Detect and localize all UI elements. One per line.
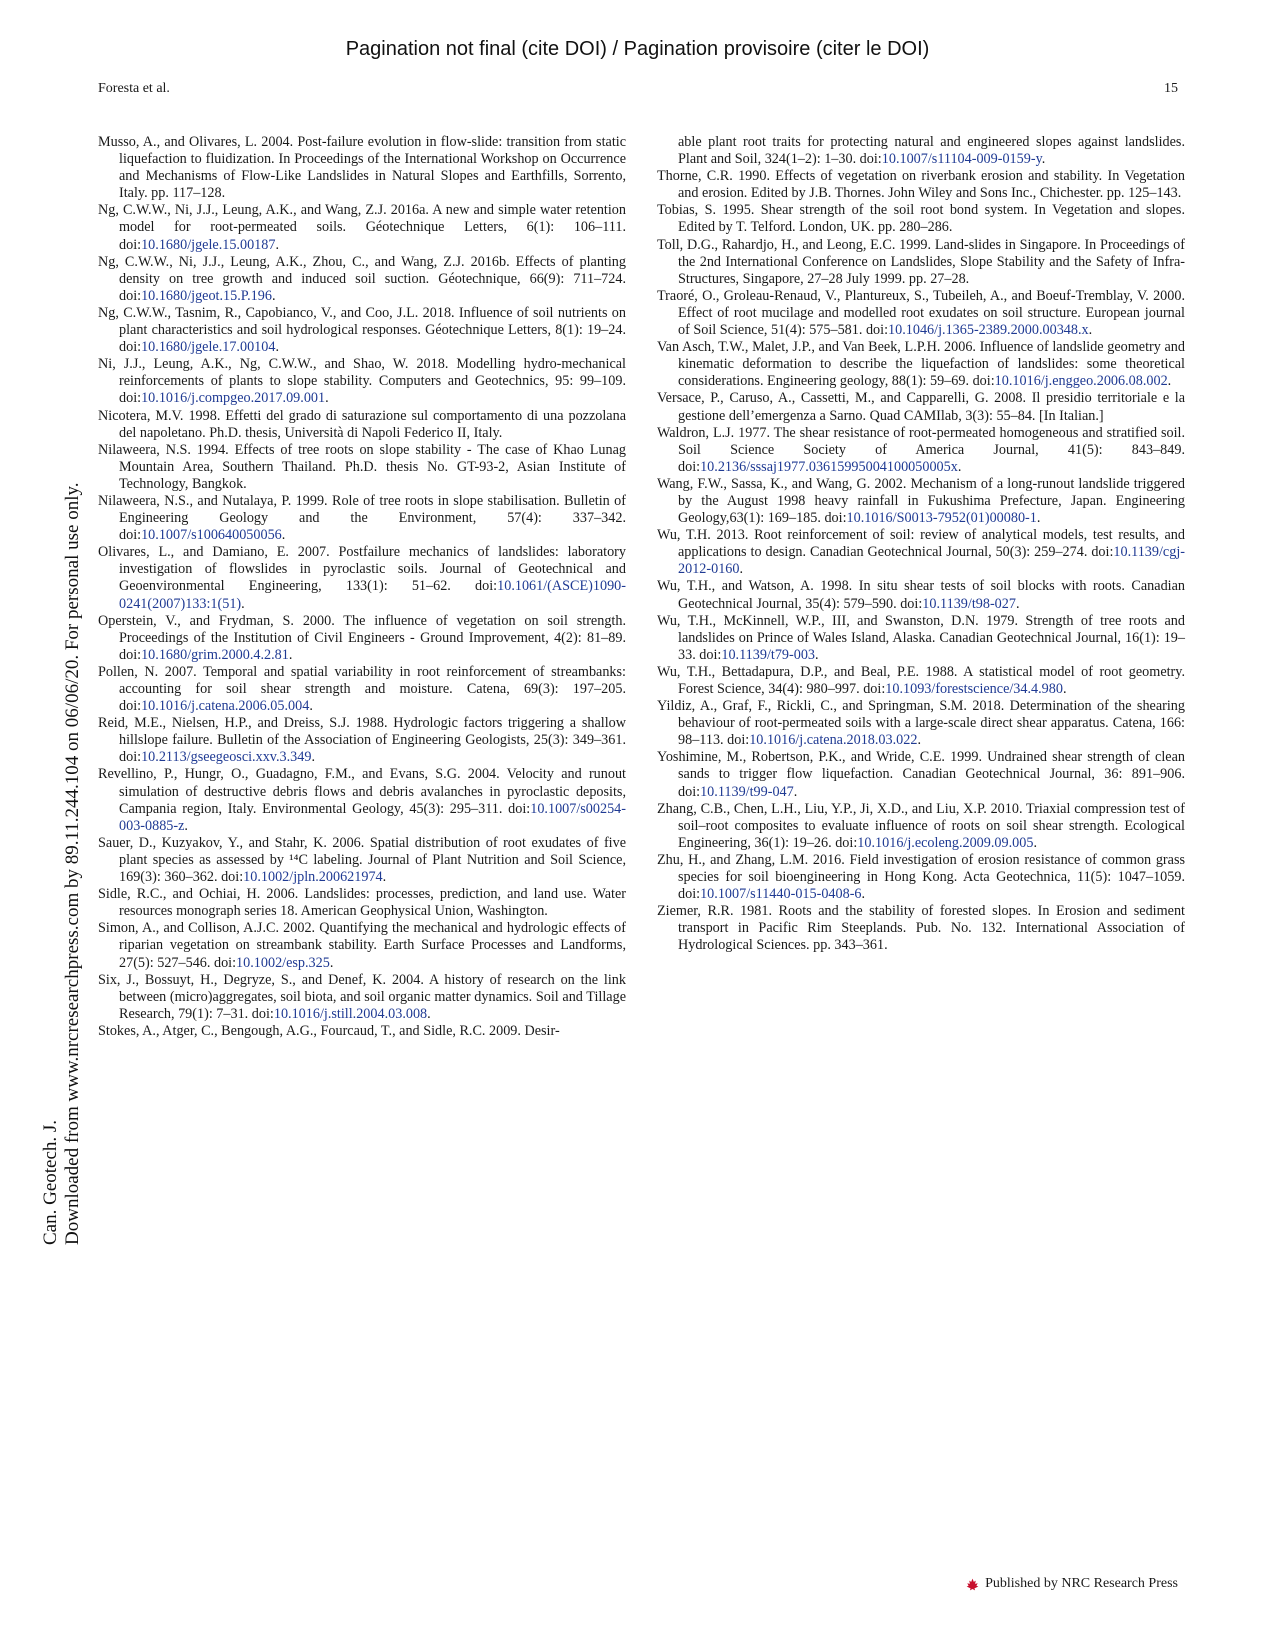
doi-link[interactable]: 10.1680/grim.2000.4.2.81 bbox=[141, 646, 289, 663]
reference-entry: Zhu, H., and Zhang, L.M. 2016. Field investigation of erosion resistance of common grass species for soil bioengineering in Hong Kong. Acta Geotechnica, 11(5): 1047–1059. doi:10.1007/s11440-015-0408-6. bbox=[657, 851, 1185, 903]
doi-link[interactable]: 10.1002/jpln.200621974 bbox=[243, 869, 383, 886]
reference-text: Traoré, O., Groleau-Renaud, V., Plantureux, S., Tubeileh, A., and Boeuf-Tremblay, V. 2000. Effect of root mucilage and modelled root exudates on soil structure. European journal of Soil Science, 51(4): 575–581. doi: bbox=[657, 287, 1185, 339]
reference-text: Nilaweera, N.S. 1994. Effects of tree roots on slope stability - The case of Khao Lunag Mountain Area, Southern Thailand. Ph.D. thesis No. GT-93-2, Asian Institute of Technology, Bangkok. bbox=[98, 441, 626, 492]
reference-entry bbox=[98, 1023, 626, 1040]
reference-entry bbox=[98, 442, 626, 493]
reference-entry bbox=[657, 237, 1185, 288]
reference-entry: Operstein, V., and Frydman, S. 2000. The influence of vegetation on soil strength. Proceedings of the Institution of Civil Engineers - Ground Improvement, 4(2): 81–89. doi:10.1680/grim.2000.4.2.81. bbox=[98, 612, 626, 663]
reference-entry: Olivares, L., and Damiano, E. 2007. Postfailure mechanics of landslides: laboratory investigation of flowslides in pyroclastic soils. Journal of Geotechnical and Geoenvironmental Engineering, 133(1): 51–62. doi:10.1061/(ASCE)1090-0241(2007)133:1(51). bbox=[98, 544, 626, 612]
reference-entry: Van Asch, T.W., Malet, J.P., and Van Beek, L.P.H. 2006. Influence of landslide geometry and kinematic deformation to describe the liquefaction of landslides: some theoretical considerations. Engineering geology, 88(1): 59–69. doi:10.1016/j.enggeo.2006.08.002. bbox=[657, 339, 1185, 390]
doi-link[interactable]: 10.1139/t98-027 bbox=[922, 595, 1016, 612]
reference-text: Wu, T.H., and Watson, A. 1998. In situ shear tests of soil blocks with roots. Canadian Geotechnical Journal, 35(4): 579–590. doi: bbox=[657, 578, 1185, 612]
reference-entry: Pollen, N. 2007. Temporal and spatial variability in root reinforcement of streambanks: accounting for soil shear strength and moisture. Catena, 69(3): 197–205. doi:10.1016/j.catena.2006.05.004. bbox=[98, 663, 626, 715]
doi-link[interactable]: 10.1093/forestscience/34.4.980 bbox=[885, 681, 1063, 697]
reference-text: Wu, T.H., Bettadapura, D.P., and Beal, P.E. 1988. A statistical model of root geometry. Forest Science, 34(4): 980–997. doi: bbox=[657, 663, 1185, 697]
reference-text: Zhu, H., and Zhang, L.M. 2016. Field investigation of erosion resistance of common grass species for soil bioengineering in Hong Kong. Acta Geotechnica, 11(5): 1047–1059. doi: bbox=[657, 851, 1185, 903]
reference-entry bbox=[98, 408, 626, 442]
doi-link[interactable]: 10.1061/(ASCE)1090-0241(2007)133:1(51) bbox=[119, 578, 626, 612]
reference-text: Ng, C.W.W., Ni, J.J., Leung, A.K., and Wang, Z.J. 2016a. A new and simple water retention model for root-permeated soils. Géotechnique Letters, 6(1): 106–111. doi: bbox=[98, 202, 626, 253]
reference-text: Thorne, C.R. 1990. Effects of vegetation on riverbank erosion and stability. In Vegetation and erosion. Edited by J.B. Thornes. John Wiley and Sons Inc., Chichester. pp. 125–143. bbox=[657, 168, 1185, 202]
reference-entry: Wang, F.W., Sassa, K., and Wang, G. 2002. Mechanism of a long-runout landslide triggered by the August 1998 heavy rainfall in Fukushima Prefecture, Japan. Engineering Geology,63(1): 169–185. doi:10.1016/S0013-7952(01)00080-1. bbox=[657, 475, 1185, 527]
reference-entry: Six, J., Bossuyt, H., Degryze, S., and Denef, K. 2004. A history of research on the link between (micro)aggregates, soil biota, and soil organic matter dynamics. Soil and Tillage Research, 79(1): 7–31. doi:10.1016/j.still.2004.03.008. bbox=[98, 971, 626, 1022]
publisher-footer bbox=[966, 1576, 1178, 1592]
reference-text: Toll, D.G., Rahardjo, H., and Leong, E.C. 1999. Land-slides in Singapore. In Proceedings of the 2nd International Conference on Landslides, Slope Stability and the Safety of Infra-Structures, Singapore, 27–28 July 1999. pp. 27–28. bbox=[657, 236, 1185, 287]
reference-entry: Traoré, O., Groleau-Renaud, V., Plantureux, S., Tubeileh, A., and Boeuf-Tremblay, V. 2000. Effect of root mucilage and modelled root exudates on soil structure. European journal of Soil Science, 51(4): 575–581. doi:10.1046/j.1365-2389.2000.00348.x. bbox=[657, 287, 1185, 339]
doi-link[interactable]: 10.1002/esp.325 bbox=[236, 954, 330, 971]
side-journal: Can. Geotech. J. bbox=[40, 1119, 61, 1245]
side-download-notice: Downloaded from www.nrcresearchpress.com by 89.11.244.104 on 06/06/20. For personal use only. bbox=[62, 482, 83, 1245]
reference-text: Ziemer, R.R. 1981. Roots and the stability of forested slopes. In Erosion and sediment transport in Pacific Rim Steeplands. Pub. No. 132. International Association of Hydrological Sciences. pp. 343–361. bbox=[657, 903, 1185, 954]
reference-entry: Sauer, D., Kuzyakov, Y., and Stahr, K. 2006. Spatial distribution of root exudates of five plant species as assessed by ¹⁴C labeling. Journal of Plant Nutrition and Soil Science, 169(3): 360–362. doi:10.1002/jpln.200621974. bbox=[98, 834, 626, 886]
page-number: 15 bbox=[1164, 81, 1178, 96]
reference-text: Revellino, P., Hungr, O., Guadagno, F.M., and Evans, S.G. 2004. Velocity and runout simulation of destructive debris flows and debris avalanches in pyroclastic deposits, Campania region, Italy. Environmental Geology, 45(3): 295–311. doi: bbox=[98, 766, 626, 817]
reference-entry bbox=[98, 134, 626, 202]
doi-link[interactable]: 10.1007/s00254-003-0885-z bbox=[119, 800, 626, 834]
doi-link[interactable]: 10.2136/sssaj1977.03615995004100050005x bbox=[700, 458, 958, 475]
reference-entry: Wu, T.H. 2013. Root reinforcement of soil: review of analytical models, test results, and applications to design. Canadian Geotechnical Journal, 50(3): 259–274. doi:10.1139/cgj-2012-0160. bbox=[657, 527, 1185, 578]
reference-text: Ng, C.W.W., Ni, J.J., Leung, A.K., Zhou, C., and Wang, Z.J. 2016b. Effects of planting density on tree growth and induced soil suction. Géotechnique, 66(9): 711–724. doi: bbox=[98, 253, 626, 304]
reference-entry bbox=[657, 168, 1185, 202]
doi-link[interactable]: 10.1680/jgele.15.00187 bbox=[141, 236, 276, 253]
reference-text: Stokes, A., Atger, C., Bengough, A.G., Fourcaud, T., and Sidle, R.C. 2009. Desir- bbox=[98, 1022, 560, 1039]
doi-link[interactable]: 10.1016/j.ecoleng.2009.09.005 bbox=[857, 834, 1034, 851]
doi-link[interactable]: 10.1016/j.catena.2018.03.022 bbox=[749, 732, 918, 749]
reference-entry: Ng, C.W.W., Ni, J.J., Leung, A.K., Zhou, C., and Wang, Z.J. 2016b. Effects of planting density on tree growth and induced soil suction. Géotechnique, 66(9): 711–724. doi:10.1680/jgeot.15.P.196. bbox=[98, 253, 626, 304]
doi-link[interactable]: 10.1007/s100640050056 bbox=[141, 527, 282, 544]
reference-entry: Ng, C.W.W., Ni, J.J., Leung, A.K., and Wang, Z.J. 2016a. A new and simple water retention model for root-permeated soils. Géotechnique Letters, 6(1): 106–111. doi:10.1680/jgele.15.00187. bbox=[98, 202, 626, 253]
reference-text: Yildiz, A., Graf, F., Rickli, C., and Springman, S.M. 2018. Determination of the shearing behaviour of root-permeated soils with a large-scale direct shear apparatus. Catena, 166: 98–113. doi: bbox=[657, 698, 1185, 749]
side-watermark bbox=[40, 345, 84, 1245]
reference-entry: Zhang, C.B., Chen, L.H., Liu, Y.P., Ji, X.D., and Liu, X.P. 2010. Triaxial compression test of soil–root composites to evaluate influence of roots on soil shear strength. Ecological Engineering, 36(1): 19–26. doi:10.1016/j.ecoleng.2009.09.005. bbox=[657, 800, 1185, 851]
running-head-authors: Foresta et al. bbox=[98, 81, 170, 96]
doi-link[interactable]: 10.1016/j.compgeo.2017.09.001 bbox=[141, 390, 326, 407]
reference-entry: Yildiz, A., Graf, F., Rickli, C., and Springman, S.M. 2018. Determination of the shearing behaviour of root-permeated soils with a large-scale direct shear apparatus. Catena, 166: 98–113. doi:10.1016/j.catena.2018.03.022. bbox=[657, 698, 1185, 749]
reference-text: Tobias, S. 1995. Shear strength of the soil root bond system. In Vegetation and slopes. Edited by T. Telford. London, UK. pp. 280–286. bbox=[657, 202, 1185, 236]
reference-entry: Revellino, P., Hungr, O., Guadagno, F.M., and Evans, S.G. 2004. Velocity and runout simulation of destructive debris flows and debris avalanches in pyroclastic deposits, Campania region, Italy. Environmental Geology, 45(3): 295–311. doi:10.1007/s00254-003-0885-z. bbox=[98, 766, 626, 834]
doi-link[interactable]: 10.1007/s11440-015-0408-6 bbox=[700, 886, 862, 903]
references-left-column bbox=[98, 134, 626, 1040]
reference-text: Pollen, N. 2007. Temporal and spatial variability in root reinforcement of streambanks: accounting for soil shear strength and moisture. Catena, 69(3): 197–205. doi: bbox=[98, 663, 626, 715]
reference-text: Simon, A., and Collison, A.J.C. 2002. Quantifying the mechanical and hydrologic effects of riparian vegetation on streambank stability. Earth Surface Processes and Landforms, 27(5): 527–546. doi: bbox=[98, 920, 626, 971]
reference-text: Olivares, L., and Damiano, E. 2007. Postfailure mechanics of landslides: laboratory investigation of flowslides in pyroclastic soils. Journal of Geotechnical and Geoenvironmental Engineering, 133(1): 51–62. doi: bbox=[98, 544, 626, 595]
doi-link[interactable]: 10.1139/t79-003 bbox=[721, 646, 816, 663]
reference-entry: able plant root traits for protecting natural and engineered slopes against landslides. Plant and Soil, 324(1–2): 1–30. doi:10.1007/s11104-009-0159-y. bbox=[678, 134, 1185, 168]
reference-text: Operstein, V., and Frydman, S. 2000. The influence of vegetation on soil strength. Proceedings of the Institution of Civil Engineers - Ground Improvement, 4(2): 81–89. doi: bbox=[98, 612, 626, 663]
reference-text: Sidle, R.C., and Ochiai, H. 2006. Landslides: processes, prediction, and land use. Water resources monograph series 18. American Geophysical Union, Washington. bbox=[98, 886, 626, 920]
reference-text: Sauer, D., Kuzyakov, Y., and Stahr, K. 2006. Spatial distribution of root exudates of five plant species as assessed by ¹⁴C labeling. Journal of Plant Nutrition and Soil Science, 169(3): 360–362. doi: bbox=[98, 834, 626, 886]
doi-link[interactable]: 10.1016/j.catena.2006.05.004 bbox=[141, 698, 310, 715]
pagination-notice: Pagination not final (cite DOI) / Pagination provisoire (citer le DOI) bbox=[345, 38, 930, 60]
doi-link[interactable]: 10.1046/j.1365-2389.2000.00348.x bbox=[888, 322, 1089, 339]
reference-entry bbox=[657, 390, 1185, 424]
doi-link[interactable]: 10.1016/S0013-7952(01)00080-1 bbox=[846, 510, 1037, 527]
reference-text: Nilaweera, N.S., and Nutalaya, P. 1999. Role of tree roots in slope stabilisation. Bulletin of Engineering Geology and the Environment, 57(4): 337–342. doi: bbox=[98, 492, 626, 544]
reference-entry: Simon, A., and Collison, A.J.C. 2002. Quantifying the mechanical and hydrologic effects of riparian vegetation on streambank stability. Earth Surface Processes and Landforms, 27(5): 527–546. doi:10.1002/esp.325. bbox=[98, 920, 626, 971]
reference-text: Reid, M.E., Nielsen, H.P., and Dreiss, S.J. 1988. Hydrologic factors triggering a shallow hillslope failure. Bulletin of the Association of Engineering Geologists, 25(3): 349–361. doi: bbox=[98, 715, 626, 766]
reference-entry: Ng, C.W.W., Tasnim, R., Capobianco, V., and Coo, J.L. 2018. Influence of soil nutrients on plant characteristics and soil hydrological responses. Géotechnique Letters, 8(1): 19–24. doi:10.1680/jgele.17.00104. bbox=[98, 304, 626, 356]
doi-link[interactable]: 10.1007/s11104-009-0159-y bbox=[881, 151, 1042, 168]
reference-text: Versace, P., Caruso, A., Cassetti, M., and Capparelli, G. 2008. Il presidio territoriale e la gestione dell’emergenza a Sarno. Quad CAMIlab, 3(3): 55–84. [In Italian.] bbox=[657, 390, 1185, 424]
reference-text: Van Asch, T.W., Malet, J.P., and Van Beek, L.P.H. 2006. Influence of landslide geometry and kinematic deformation to describe the liquefaction of landslides: some theoretical considerations. Engineering geology, 88(1): 59–69. doi: bbox=[657, 339, 1185, 390]
reference-entry: Yoshimine, M., Robertson, P.K., and Wride, C.E. 1999. Undrained shear strength of clean sands to trigger flow liquefaction. Canadian Geotechnical Journal, 36: 891–906. doi:10.1139/t99-047. bbox=[657, 749, 1185, 800]
reference-entry: Wu, T.H., and Watson, A. 1998. In situ shear tests of soil blocks with roots. Canadian Geotechnical Journal, 35(4): 579–590. doi:10.1139/t98-027. bbox=[657, 578, 1185, 612]
reference-text: Waldron, L.J. 1977. The shear resistance of root-permeated homogeneous and stratified soil. Soil Science Society of America Journal, 41(5): 843–849. doi: bbox=[657, 424, 1185, 475]
reference-text: Wu, T.H. 2013. Root reinforcement of soil: review of analytical models, test results, and applications to design. Canadian Geotechnical Journal, 50(3): 259–274. doi: bbox=[657, 527, 1185, 561]
reference-entry: Reid, M.E., Nielsen, H.P., and Dreiss, S.J. 1988. Hydrologic factors triggering a shallow hillslope failure. Bulletin of the Association of Engineering Geologists, 25(3): 349–361. doi:10.2113/gseegeosci.xxv.3.349. bbox=[98, 715, 626, 766]
reference-text: Nicotera, M.V. 1998. Effetti del grado di saturazione sul comportamento di una pozzolana del napoletano. Ph.D. thesis, Università di Napoli Federico II, Italy. bbox=[98, 407, 626, 441]
reference-entry: Nilaweera, N.S., and Nutalaya, P. 1999. Role of tree roots in slope stabilisation. Bulletin of Engineering Geology and the Environment, 57(4): 337–342. doi:10.1007/s100640050056. bbox=[98, 492, 626, 544]
doi-link[interactable]: 10.1680/jgeot.15.P.196 bbox=[141, 287, 272, 304]
doi-link[interactable]: 10.2113/gseegeosci.xxv.3.349 bbox=[141, 749, 312, 766]
doi-link[interactable]: 10.1016/j.still.2004.03.008 bbox=[273, 1005, 428, 1022]
reference-entry: Wu, T.H., McKinnell, W.P., III, and Swanston, D.N. 1979. Strength of tree roots and landslides on Prince of Wales Island, Alaska. Canadian Geotechnical Journal, 16(1): 19–33. doi:10.1139/t79-003. bbox=[657, 612, 1185, 663]
reference-text: Musso, A., and Olivares, L. 2004. Post-failure evolution in flow-slide: transition from static liquefaction to fluidization. In Proceedings of the International Workshop on Occurrence and Mechanisms of Flow-Like Landslides in Natural Slopes and Earthfills, Sorrento, Italy. pp. 117–128. bbox=[98, 134, 626, 202]
publisher-label: Published by NRC Research Press bbox=[985, 1576, 1178, 1591]
doi-link[interactable]: 10.1016/j.enggeo.2006.08.002 bbox=[994, 373, 1168, 390]
doi-link[interactable]: 10.1680/jgele.17.00104 bbox=[141, 339, 276, 356]
doi-link[interactable]: 10.1139/cgj-2012-0160 bbox=[678, 544, 1185, 578]
reference-text: Wu, T.H., McKinnell, W.P., III, and Swanston, D.N. 1979. Strength of tree roots and landslides on Prince of Wales Island, Alaska. Canadian Geotechnical Journal, 16(1): 19–33. doi: bbox=[657, 612, 1185, 663]
maple-leaf-icon bbox=[966, 1578, 979, 1591]
doi-link[interactable]: 10.1139/t99-047 bbox=[700, 783, 794, 800]
reference-entry: Wu, T.H., Bettadapura, D.P., and Beal, P.E. 1988. A statistical model of root geometry. Forest Science, 34(4): 980–997. doi:10.1093/forestscience/34.4.980. bbox=[657, 663, 1185, 697]
reference-entry: Ni, J.J., Leung, A.K., Ng, C.W.W., and Shao, W. 2018. Modelling hydro-mechanical reinforcements of plants to slope stability. Computers and Geotechnics, 95: 99–109. doi:10.1016/j.compgeo.2017.09.001. bbox=[98, 356, 626, 407]
reference-text: Ni, J.J., Leung, A.K., Ng, C.W.W., and Shao, W. 2018. Modelling hydro-mechanical reinforcements of plants to slope stability. Computers and Geotechnics, 95: 99–109. doi: bbox=[98, 356, 626, 407]
references-right-column bbox=[657, 134, 1185, 955]
reference-text: Yoshimine, M., Robertson, P.K., and Wride, C.E. 1999. Undrained shear strength of clean sands to trigger flow liquefaction. Canadian Geotechnical Journal, 36: 891–906. doi: bbox=[657, 749, 1185, 800]
reference-entry: Waldron, L.J. 1977. The shear resistance of root-permeated homogeneous and stratified soil. Soil Science Society of America Journal, 41(5): 843–849. doi:10.2136/sssaj1977.03615995004100050005x. bbox=[657, 424, 1185, 475]
reference-text: Ng, C.W.W., Tasnim, R., Capobianco, V., and Coo, J.L. 2018. Influence of soil nutrients on plant characteristics and soil hydrological responses. Géotechnique Letters, 8(1): 19–24. doi: bbox=[98, 304, 626, 356]
reference-text: Six, J., Bossuyt, H., Degryze, S., and Denef, K. 2004. A history of research on the link between (micro)aggregates, soil biota, and soil organic matter dynamics. Soil and Tillage Research, 79(1): 7–31. doi: bbox=[98, 971, 626, 1022]
reference-text: Wang, F.W., Sassa, K., and Wang, G. 2002. Mechanism of a long-runout landslide triggered by the August 1998 heavy rainfall in Fukushima Prefecture, Japan. Engineering Geology,63(1): 169–185. doi: bbox=[657, 475, 1185, 527]
reference-text: Zhang, C.B., Chen, L.H., Liu, Y.P., Ji, X.D., and Liu, X.P. 2010. Triaxial compression test of soil–root composites to evaluate influence of roots on soil shear strength. Ecological Engineering, 36(1): 19–26. doi: bbox=[657, 800, 1185, 851]
reference-entry bbox=[657, 903, 1185, 954]
reference-entry bbox=[657, 202, 1185, 236]
reference-entry bbox=[98, 886, 626, 920]
reference-text: able plant root traits for protecting natural and engineered slopes against landslides. Plant and Soil, 324(1–2): 1–30. doi: bbox=[678, 134, 1185, 168]
running-head bbox=[98, 81, 1178, 101]
